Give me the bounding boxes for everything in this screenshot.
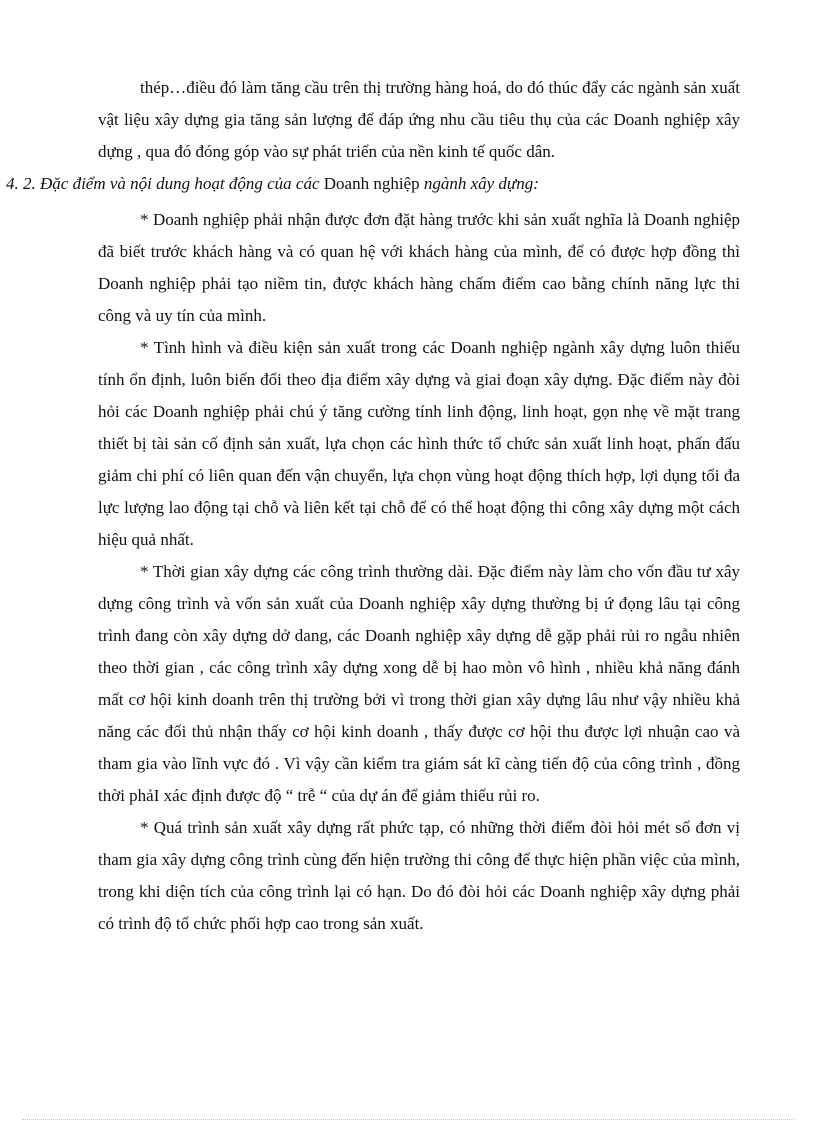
section-heading-part3: ngành xây dựng: bbox=[419, 174, 539, 193]
paragraph-production-complexity: * Quá trình sản xuất xây dựng rất phức tạp, có những thời điểm đòi hỏi mét số đơn vị tham gia xây dựng công trình cùng đến hiện trường thi công để thực hiện phần việc của mình, trong khi diện tích của công trình lại có hạn. Do đó đòi hỏi các Doanh nghiệp xây dựng phải có trình độ tổ chức phối hợp cao trong sản xuất. bbox=[98, 818, 740, 933]
section-heading-part2: Doanh nghiệp bbox=[323, 174, 420, 193]
section-heading-part1: 4. 2. Đặc điểm và nội dung hoạt động của các bbox=[6, 174, 324, 193]
page-content bbox=[6, 72, 740, 940]
paragraph-production-conditions: * Tình hình và điều kiện sản xuất trong các Doanh nghiệp ngành xây dựng luôn thiếu tính ổn định, luôn biến đổi theo địa điểm xây dựng và giai đoạn xây dựng. Đặc điểm này đòi hỏi các Doanh nghiệp phải chú ý tăng cường tính linh động, linh hoạt, gọn nhẹ về mặt trang thiết bị tài sản cố định sản xuất, lựa chọn các hình thức tổ chức sản xuất linh hoạt, phấn đấu giảm chi phí có liên quan đến vận chuyển, lựa chọn vùng hoạt động thích hợp, lợi dụng tối đa lực lượng lao động tại chỗ và liên kết tại chỗ để có thể hoạt động thi công xây dựng một cách hiệu quả nhất. bbox=[98, 338, 740, 549]
intro-paragraph: thép…điều đó làm tăng cầu trên thị trường hàng hoá, do đó thúc đẩy các ngành sản xuất vật liệu xây dựng gia tăng sản lượng để đáp ứng nhu cầu tiêu thụ của các Doanh nghiệp xây dựng , qua đó đóng góp vào sự phát triển của nền kinh tế quốc dân. bbox=[98, 78, 740, 161]
paragraph-construction-time: * Thời gian xây dựng các công trình thường dài. Đặc điểm này làm cho vốn đầu tư xây dựng công trình và vốn sản xuất của Doanh nghiệp xây dựng thường bị ứ đọng lâu tại công trình đang còn xây dựng dở dang, các Doanh nghiệp xây dựng dễ gặp phải rủi ro ngẫu nhiên theo thời gian , các công trình xây dựng xong dễ bị hao mòn vô hình , nhiều khả năng đánh mất cơ hội kinh doanh trên thị trường bởi vì trong thời gian xây dựng lâu như vậy nhiều khả năng các đối thủ nhận thấy cơ hội kinh doanh , thấy được cơ hội thu được lợi nhuận cao và tham gia vào lĩnh vực đó . Vì vậy cần kiểm tra giám sát kĩ càng tiến độ của công trình , đồng thời phảI xác định được độ “ trễ “ của dự án để giảm thiểu rủi ro. bbox=[98, 562, 740, 805]
page-bottom-divider bbox=[22, 1119, 794, 1120]
section-heading bbox=[6, 168, 740, 200]
paragraph-order-requirement: * Doanh nghiệp phải nhận được đơn đặt hàng trước khi sản xuất nghĩa là Doanh nghiệp đã biết trước khách hàng và có quan hệ với khách hàng của mình, để có được hợp đồng thì Doanh nghiệp phải tạo niềm tin, được khách hàng chấm điểm cao bằng chính năng lực thi công và uy tín của mình. bbox=[98, 210, 740, 325]
